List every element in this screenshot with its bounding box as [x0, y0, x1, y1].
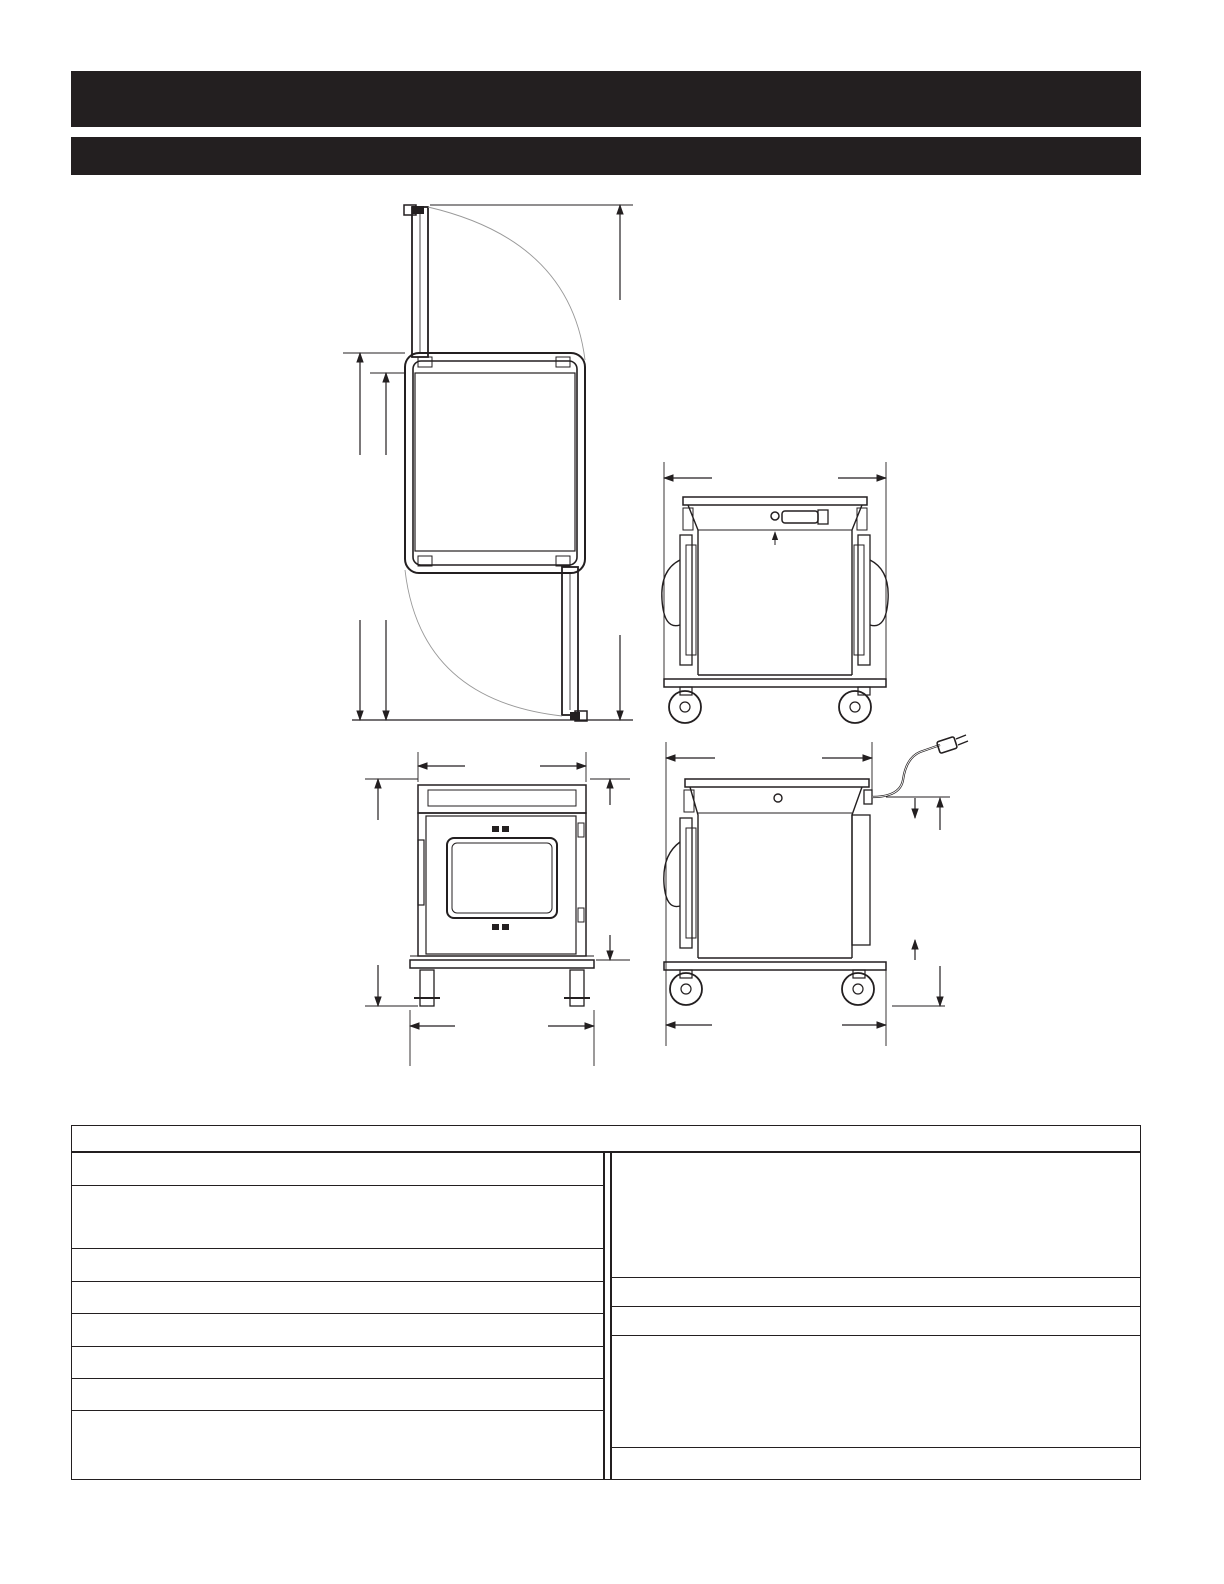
spec-left-row: [72, 1186, 603, 1249]
spec-left-row: [72, 1153, 603, 1186]
spec-right-row: [612, 1307, 1140, 1336]
spec-table: [71, 1125, 1141, 1480]
side-view-cord-drawing: [664, 735, 968, 1046]
spec-right-column: [610, 1153, 1140, 1479]
spec-left-row: [72, 1347, 603, 1379]
spec-left-row: [72, 1282, 603, 1314]
spec-left-row: [72, 1379, 603, 1411]
spec-right-row: [612, 1448, 1140, 1481]
top-view-drawing: [343, 205, 633, 721]
spec-left-row: [72, 1314, 603, 1347]
spec-left-row: [72, 1411, 603, 1481]
spec-left-row: [72, 1249, 603, 1282]
side-view-handles-drawing: [662, 462, 888, 723]
spec-left-column: [72, 1153, 605, 1479]
spec-table-header: [72, 1126, 1140, 1153]
front-view-drawing: [365, 752, 630, 1066]
spec-right-row: [612, 1153, 1140, 1278]
spec-right-row: [612, 1278, 1140, 1307]
spec-right-row: [612, 1336, 1140, 1448]
